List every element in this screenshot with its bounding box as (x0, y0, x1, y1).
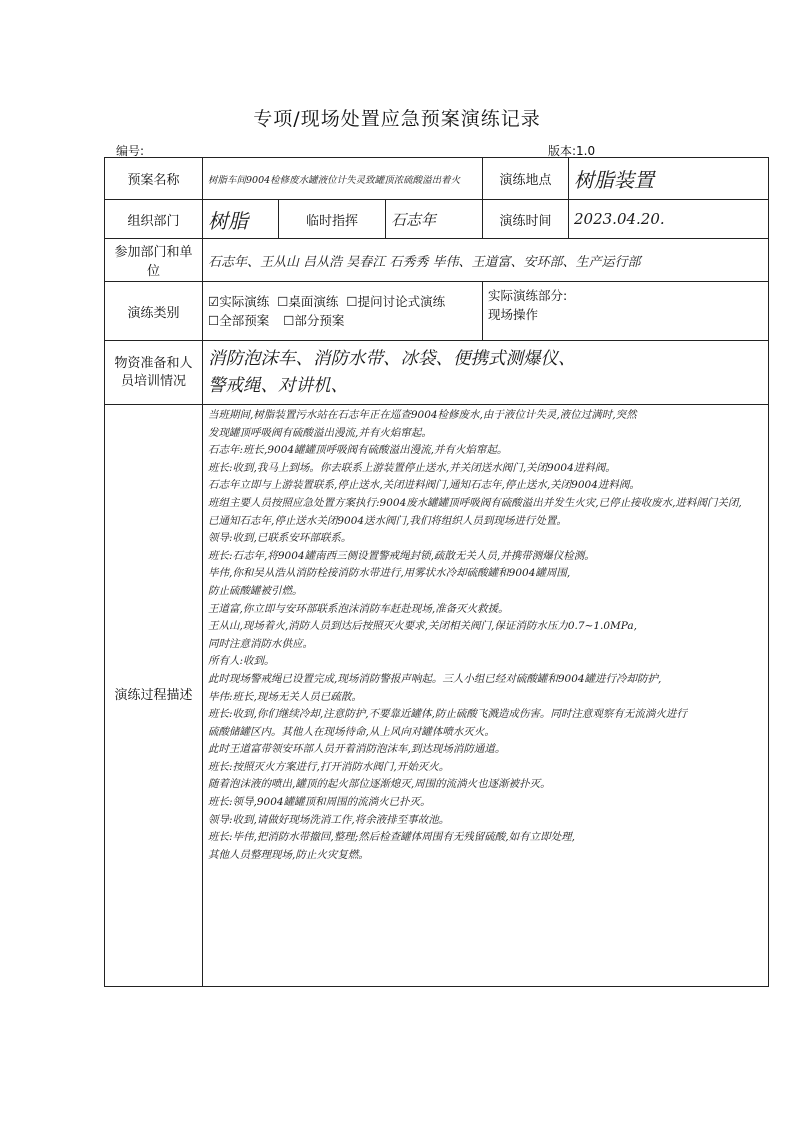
option-tabletop-drill[interactable]: ☐桌面演练 (277, 294, 339, 309)
location-value: 树脂装置 (574, 168, 654, 192)
organizer-label: 组织部门 (105, 200, 203, 239)
row-organizer (105, 200, 769, 239)
process-line: 已通知石志年,停止送水关闭9004送水阀门,我们将组织人员到现场进行处置。 (208, 514, 567, 527)
process-line: 毕伟,你和吴从浩从消防栓接消防水带进行,用雾状水冷却硫酸罐和9004罐周围, (208, 567, 571, 580)
materials-line-2: 警戒绳、对讲机、 (208, 375, 348, 396)
process-line: 防止硫酸罐被引燃。 (208, 584, 303, 597)
version-label: 版本:1.0 (548, 144, 596, 158)
process-line: 当班期间,树脂装置污水站在石志年正在巡查9004检修废水,由于液位计失灵,液位过满时,突然 (208, 409, 637, 421)
time-value: 2023.04.20. (574, 210, 665, 228)
row-materials (105, 341, 769, 405)
page-title: 专项/现场处置应急预案演练记录 (253, 108, 541, 130)
process-description (208, 407, 763, 864)
row-process (105, 405, 769, 987)
process-line: 石志年:班长,9004罐罐顶呼吸阀有硫酸溢出漫流,并有火焰窜起。 (208, 444, 508, 457)
commander-label: 临时指挥 (279, 200, 386, 239)
process-line: 班长:收到,我马上到场。你去联系上游装置停止送水,并关闭送水阀门,关闭9004进料阀。 (208, 461, 616, 474)
process-line: 王道富,你立即与安环部联系泡沫消防车赶赴现场,准备灭火救援。 (208, 602, 509, 615)
organizer-value: 树脂 (208, 208, 248, 233)
process-line: 毕伟:班长,现场无关人员已疏散。 (208, 690, 362, 703)
process-line: 石志年立即与上游装置联系,停止送水,关闭进料阀门,通知石志年,停止送水,关闭9004进料阀。 (208, 479, 640, 492)
option-full-plan[interactable]: ☐全部预案 (208, 313, 270, 328)
drill-part-label: 实际演练部分: (488, 288, 568, 303)
process-line: 其他人员整理现场,防止火灾复燃。 (208, 848, 369, 861)
time-label: 演练时间 (483, 200, 569, 239)
process-line: 领导:收到,请做好现场洗消工作,将余液排至事故池。 (208, 813, 450, 826)
process-label: 演练过程描述 (105, 405, 203, 987)
process-line: 此时现场警戒绳已设置完成,现场消防警报声响起。三人小组已经对硫酸罐和9004罐进行冷却防护, (208, 672, 662, 685)
materials-line-1: 消防泡沫车、消防水带、冰袋、便携式测爆仪、 (208, 348, 576, 369)
process-line: 发现罐顶呼吸阀有硫酸溢出漫流,并有火焰窜起。 (208, 426, 432, 439)
plan-name-value: 树脂车间9004检修废水罐液位计失灵致罐顶浓硫酸溢出着火 (208, 174, 461, 186)
process-line: 王从山,现场着火,消防人员到达后按照灭火要求,关闭相关阀门,保证消防水压力0.7~1.0MPa, (208, 620, 637, 633)
process-line: 同时注意消防水供应。 (208, 637, 313, 650)
location-label: 演练地点 (483, 158, 569, 200)
participants-value: 石志年、王从山 吕从浩 吴春江 石秀秀 毕伟、王道富、安环部、生产运行部 (208, 254, 641, 270)
process-line: 领导:收到,已联系安环部联系。 (208, 532, 352, 545)
commander-value: 石志年 (391, 210, 437, 229)
drill-record-form (104, 157, 769, 987)
drill-type-label: 演练类别 (105, 282, 203, 341)
process-line: 此时王道富带领安环部人员开着消防泡沫车,到达现场消防通道。 (208, 743, 506, 756)
process-line: 班长:领导,9004罐罐顶和周围的流淌火已扑灭。 (208, 796, 431, 809)
document-number-label: 编号: (116, 144, 145, 158)
materials-label: 物资准备和人员培训情况 (105, 341, 203, 405)
process-line: 硫酸储罐区内。其他人在现场待命,从上风向对罐体喷水灭火。 (208, 725, 495, 738)
option-actual-drill[interactable]: ☑实际演练 (208, 294, 270, 309)
process-line: 班长:收到,你们继续冷却,注意防护,不要靠近罐体,防止硫酸飞溅造成伤害。同时注意观察有无流淌火进行 (208, 708, 687, 721)
process-line: 班长:石志年,将9004罐南西三侧设置警戒绳封锁,疏散无关人员,并携带测爆仪检测。 (208, 549, 595, 562)
drill-part-value: 现场操作 (488, 307, 539, 322)
process-line: 所有人:收到。 (208, 655, 275, 668)
row-drill-type (105, 282, 769, 341)
participants-label: 参加部门和单位 (105, 239, 203, 282)
option-discussion-drill[interactable]: ☐提问讨论式演练 (346, 294, 446, 309)
process-line: 班组主要人员按照应急处置方案执行:9004废水罐罐顶呼吸阀有硫酸溢出并发生火灾,已停止接收废水,进料阀门关闭, (208, 496, 742, 509)
process-line: 班长:按照灭火方案进行,打开消防水阀门,开始灭火。 (208, 760, 450, 773)
process-line: 随着泡沫液的喷出,罐顶的起火部位逐渐熄灭,周围的流淌火也逐渐被扑灭。 (208, 778, 551, 791)
row-participants (105, 239, 769, 282)
process-line: 班长:毕伟,把消防水带撤回,整理;然后检查罐体周围有无残留硫酸,如有立即处理, (208, 831, 575, 844)
plan-name-label: 预案名称 (105, 158, 203, 200)
row-plan-name (105, 158, 769, 200)
option-partial-plan[interactable]: ☐部分预案 (283, 313, 345, 328)
